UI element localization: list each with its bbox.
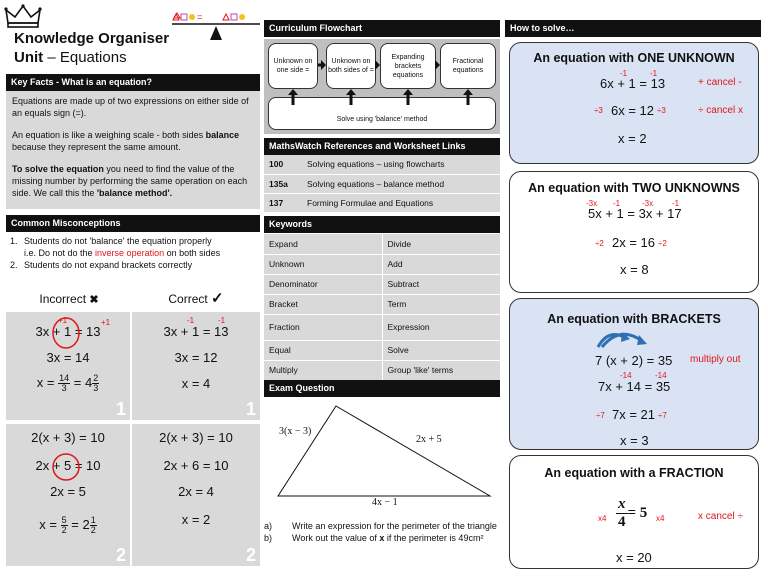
flowchart-bottom-box: Solve using 'balance' method — [268, 97, 496, 130]
key-facts-p2c: because they represent the same amount. — [12, 142, 181, 152]
incorrect-header — [6, 286, 132, 312]
flowchart — [264, 39, 500, 134]
triangle-side-left: 3(x − 3) — [279, 426, 312, 437]
fraction — [61, 516, 68, 535]
error-circle — [51, 316, 81, 350]
panel-one-unknown — [509, 42, 759, 164]
step-annotation: +1 — [101, 318, 111, 327]
misconception-item-2 — [10, 259, 262, 271]
table-row — [264, 193, 500, 212]
keyword-cell: Equal — [264, 340, 382, 360]
question-text-pre: Work out the value of — [292, 533, 380, 543]
equation-line-fraction — [6, 516, 130, 535]
question-label: a) — [264, 521, 273, 531]
step-annotation: ÷7 — [596, 411, 605, 420]
numerator: 2 — [93, 373, 99, 383]
step-annotation: -1 — [620, 69, 628, 78]
equation-line: 3x = 12 — [174, 350, 218, 365]
question-text-x: x — [379, 533, 385, 543]
question-text: Write an expression for the perimeter of the triangle — [292, 521, 497, 531]
step-annotation: ÷3 — [657, 106, 666, 115]
clip-code: 135a — [264, 174, 302, 193]
misconception-text-2 — [24, 247, 220, 259]
keyword-cell: Add — [382, 254, 500, 274]
step-annotation: ÷3 — [594, 106, 603, 115]
incorrect-example-1 — [6, 312, 130, 420]
table-row — [264, 155, 500, 174]
denominator: 3 — [93, 383, 99, 393]
table-row — [264, 174, 500, 193]
howto-heading: How to solve… — [505, 20, 761, 37]
fraction-equation — [616, 496, 647, 531]
rule-note: ÷ cancel x — [698, 105, 743, 116]
clip-title[interactable]: Solving equations – using flowcharts — [302, 155, 500, 174]
key-facts-p3 — [12, 163, 254, 199]
error-circle — [51, 452, 81, 482]
correct-header — [132, 286, 260, 312]
question-text — [292, 532, 483, 544]
table-row — [264, 360, 500, 380]
inverse-operation-text: inverse operation — [95, 248, 165, 258]
panel-title: An equation with ONE UNKNOWN — [533, 51, 735, 65]
key-facts-p3c: 'balance method'. — [96, 188, 173, 198]
equation-line: x = 3 — [620, 433, 649, 448]
eq-prefix: x = — [39, 516, 61, 532]
correct-example-2 — [132, 424, 260, 566]
key-facts-p1: Equations are made up of two expressions on either side of an equals sign (=). — [12, 96, 249, 118]
equation-line: 3x + 1 = 13 — [35, 324, 101, 339]
equation-line-fraction — [6, 374, 130, 393]
clip-code: 100 — [264, 155, 302, 174]
keyword-cell: Bracket — [264, 294, 382, 314]
list-number: 2. — [10, 260, 18, 270]
clip-code: 137 — [264, 193, 302, 212]
exam-heading: Exam Question — [264, 380, 500, 397]
exam-question-b — [264, 532, 504, 544]
keywords-heading: Keywords — [264, 216, 500, 233]
denominator: 4 — [618, 514, 626, 530]
table-row — [264, 254, 500, 274]
equation-line: x = 2 — [618, 131, 647, 146]
question-text-post: if the perimeter is 49cm² — [384, 533, 484, 543]
equation-line: 7x = 21 — [612, 407, 656, 422]
mathswatch-heading: MathsWatch References and Worksheet Links — [264, 138, 500, 155]
unit-title — [14, 49, 127, 66]
table-row — [264, 234, 500, 254]
key-facts-heading: Key Facts - What is an equation? — [6, 74, 260, 91]
tick-icon: ✓ — [211, 290, 224, 307]
misconception-text: Students do not 'balance' the equation properly — [24, 236, 212, 246]
example-number: 1 — [245, 399, 256, 419]
panel-title: An equation with a FRACTION — [544, 466, 724, 480]
step-annotation: -14 — [620, 371, 632, 380]
triangle-side-bottom: 4x − 1 — [372, 497, 398, 508]
table-row — [264, 314, 500, 340]
equation-line: 2(x + 3) = 10 — [159, 430, 233, 445]
equation-line: 2(x + 3) = 10 — [31, 430, 105, 445]
keyword-cell: Term — [382, 294, 500, 314]
example-number: 1 — [115, 399, 126, 419]
unit-name: – Equations — [47, 49, 127, 66]
equation-line: 7 (x + 2) = 35 — [595, 353, 673, 368]
equation-line: 2x = 4 — [178, 484, 214, 499]
step-annotation: -1 — [218, 316, 226, 325]
key-facts-p2 — [12, 129, 254, 153]
step-annotation: -1 — [613, 199, 621, 208]
equation-line: 3x = 14 — [46, 350, 90, 365]
key-facts-p2b: balance — [205, 130, 240, 140]
equation-line: 7x + 14 = 35 — [598, 379, 671, 394]
numerator: 1 — [90, 515, 96, 525]
keyword-cell: Expression — [382, 314, 500, 340]
exam-questions — [264, 520, 504, 544]
rule-note: x cancel ÷ — [698, 511, 743, 522]
keyword-cell: Expand — [264, 234, 382, 254]
fraction — [616, 496, 628, 531]
equation-line: x = 8 — [620, 262, 649, 277]
equation-line: 2x + 5 = 10 — [35, 458, 101, 473]
fraction — [58, 374, 70, 393]
step-annotation: ÷2 — [658, 239, 667, 248]
step-annotation: -1 — [650, 69, 658, 78]
misconception-text-b: i.e. Do not do the — [24, 248, 96, 258]
step-annotation: -3x — [642, 199, 654, 208]
flowchart-box-4: Fractional equations — [440, 43, 496, 89]
keyword-cell: Subtract — [382, 274, 500, 294]
flowchart-arrows — [264, 39, 500, 134]
eq-prefix: x = — [36, 374, 59, 390]
denominator: 3 — [61, 383, 67, 393]
step-annotation: ÷7 — [658, 411, 667, 420]
crown-icon — [4, 3, 42, 29]
equation-line: 2x = 16 — [612, 235, 656, 250]
step-annotation: -1 — [672, 199, 680, 208]
table-row — [264, 340, 500, 360]
step-annotation: -14 — [655, 371, 667, 380]
exam-question-a — [264, 520, 504, 532]
equation-line: x = 4 — [181, 376, 211, 391]
rule-note: multiply out — [690, 354, 741, 365]
example-number: 2 — [115, 545, 126, 565]
misconceptions-heading: Common Misconceptions — [6, 215, 260, 232]
svg-text:=: = — [197, 12, 203, 22]
eq-rhs: = 5 — [627, 505, 648, 521]
keyword-cell: Multiply — [264, 360, 382, 380]
denominator: 2 — [61, 525, 67, 535]
flowchart-box-2: Unknown on both sides of = — [326, 43, 376, 89]
multiply-arrow-icon — [594, 327, 654, 349]
step-annotation: -1 — [187, 316, 195, 325]
panel-brackets — [509, 298, 759, 450]
step-annotation: x4 — [656, 514, 665, 523]
numerator: 5 — [61, 515, 67, 525]
misconceptions-list — [10, 235, 262, 271]
key-facts-body — [6, 91, 260, 209]
eq-mid: = 4 — [70, 374, 93, 390]
numerator: x — [618, 496, 626, 512]
key-facts-p3b: you need to find the value of the missing number by performing the same operation on each side. We call this the — [12, 164, 248, 198]
step-annotation: x4 — [598, 514, 607, 523]
flowchart-heading: Curriculum Flowchart — [264, 20, 500, 37]
table-row — [264, 294, 500, 314]
step-annotation: +1 — [58, 316, 68, 325]
balance-scale-icon — [172, 6, 262, 42]
panel-two-unknowns — [509, 171, 759, 293]
keyword-cell: Denominator — [264, 274, 382, 294]
keyword-cell: Group 'like' terms — [382, 360, 500, 380]
step-annotation: -3x — [586, 199, 598, 208]
numerator: 14 — [59, 373, 70, 383]
clip-title[interactable]: Solving equations – balance method — [302, 174, 500, 193]
unit-prefix: Unit — [14, 49, 44, 66]
panel-title: An equation with TWO UNKNOWNS — [528, 181, 740, 195]
correct-example-1 — [132, 312, 260, 420]
fraction — [92, 374, 99, 393]
equation-line: 6x + 1 = 13 — [600, 76, 666, 91]
keyword-cell: Unknown — [264, 254, 382, 274]
keyword-cell: Solve — [382, 340, 500, 360]
equation-line: 2x = 5 — [50, 484, 86, 499]
keywords-table — [264, 234, 500, 381]
keyword-cell: Divide — [382, 234, 500, 254]
equation-line: 3x + 1 = 13 — [163, 324, 229, 339]
equation-line: 5x + 1 = 3x + 17 — [588, 206, 682, 221]
equation-line: 2x + 6 = 10 — [163, 458, 229, 473]
misconception-text-d: on both sides — [164, 248, 221, 258]
misconception-text: Students do not expand brackets correctly — [24, 260, 193, 270]
panel-fraction — [509, 455, 759, 569]
fraction — [90, 516, 97, 535]
incorrect-label: Incorrect — [39, 292, 87, 306]
keyword-cell: Fraction — [264, 314, 382, 340]
incorrect-example-2 — [6, 424, 130, 566]
cross-icon: ✖ — [89, 294, 99, 306]
clip-title[interactable]: Forming Formulae and Equations — [302, 193, 500, 212]
equation-line: x = 20 — [616, 550, 652, 565]
triangle-side-right: 2x + 5 — [416, 434, 442, 445]
correct-label: Correct — [168, 292, 208, 306]
page-title: Knowledge Organiser — [14, 30, 170, 47]
equation-line: 6x = 12 — [611, 103, 655, 118]
rule-note: + cancel - — [698, 77, 742, 88]
example-number: 2 — [245, 545, 256, 565]
flowchart-box-1: Unknown on one side = — [268, 43, 318, 89]
question-label: b) — [264, 533, 273, 543]
eq-mid: = 2 — [67, 516, 90, 532]
table-row — [264, 274, 500, 294]
key-facts-p3a: To solve the equation — [12, 164, 104, 174]
misconception-item-1 — [10, 235, 262, 259]
denominator: 2 — [90, 525, 96, 535]
equation-line: x = 2 — [181, 512, 211, 527]
flowchart-box-3: Expanding brackets equations — [380, 43, 436, 89]
panel-title: An equation with BRACKETS — [547, 312, 721, 326]
key-facts-p2a: An equation is like a weighing scale - both sides — [12, 130, 206, 140]
list-number: 1. — [10, 236, 18, 246]
mathswatch-table — [264, 155, 500, 213]
step-annotation: ÷2 — [595, 239, 604, 248]
